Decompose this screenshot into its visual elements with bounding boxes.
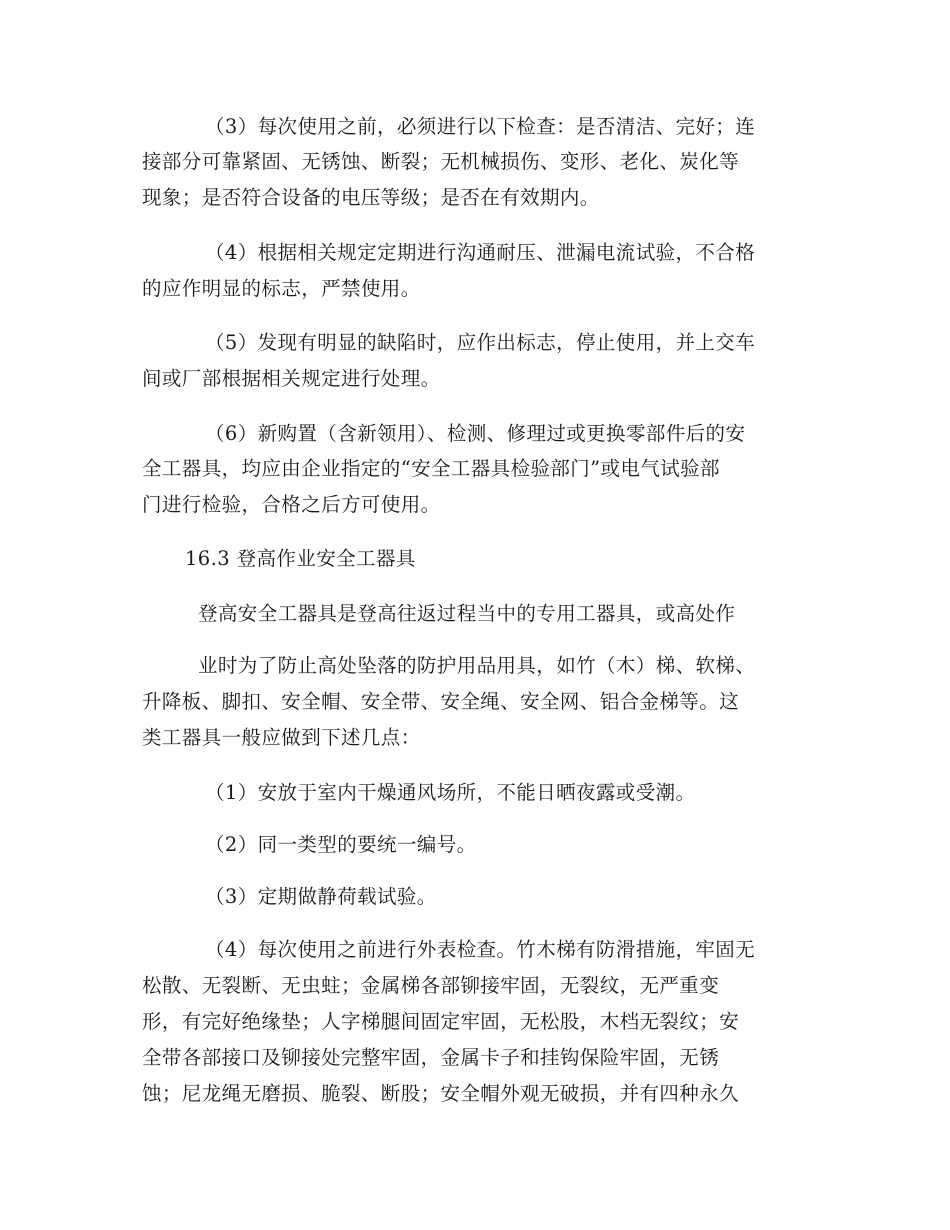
list-item: （3）定期做静荷载试验。	[205, 885, 437, 908]
paragraph-line: 全带各部接口及铆接处完整牢固，金属卡子和挂钩保险牢固，无锈	[142, 1046, 720, 1069]
paragraph-line: （4）根据相关规定定期进行沟通耐压、泄漏电流试验，不合格	[205, 241, 756, 264]
paragraph-line: （4）每次使用之前进行外表检查。竹木梯有防滑措施，牢固无	[205, 938, 756, 961]
paragraph-line: （6）新购置（含新领用）、检测、修理过或更换零部件后的安	[205, 422, 746, 445]
paragraph-line: 蚀；尼龙绳无磨损、脆裂、断股；安全帽外观无破损，并有四种永久	[142, 1082, 740, 1105]
paragraph-line: 形，有完好绝缘垫；人字梯腿间固定牢固，无松股，木档无裂纹；安	[142, 1010, 740, 1033]
paragraph-line: （5）发现有明显的缺陷时，应作出标志，停止使用，并上交车	[205, 331, 756, 354]
list-item: （1）安放于室内干燥通风场所，不能日晒夜露或受潮。	[205, 781, 696, 804]
paragraph-line: 接部分可靠紧固、无锈蚀、断裂；无机械损伤、变形、老化、炭化等	[142, 150, 740, 173]
paragraph-line: （3）每次使用之前，必须进行以下检查：是否清洁、完好；连	[205, 115, 756, 138]
paragraph-line: 全工器具，均应由企业指定的“安全工器具检验部门”或电气试验部	[142, 457, 720, 480]
section-heading: 16.3 登高作业安全工器具	[185, 547, 416, 570]
paragraph-line: 登高安全工器具是登高往返过程当中的专用工器具，或高处作	[198, 602, 736, 625]
paragraph-line: 间或厂部根据相关规定进行处理。	[142, 367, 441, 390]
paragraph-line: 的应作明显的标志，严禁使用。	[142, 277, 421, 300]
list-item: （2）同一类型的要统一编号。	[205, 833, 477, 856]
paragraph-line: 升降板、脚扣、安全帽、安全带、安全绳、安全网、铝合金梯等。这	[142, 690, 740, 713]
paragraph-line: 类工器具一般应做到下述几点：	[142, 726, 421, 749]
paragraph-line: 松散、无裂断、无虫蛀；金属梯各部铆接牢固，无裂纹，无严重变	[142, 974, 720, 997]
paragraph-line: 门进行检验，合格之后方可使用。	[142, 493, 441, 516]
paragraph-line: 现象；是否符合设备的电压等级；是否在有效期内。	[142, 186, 600, 209]
paragraph-line: 业时为了防止高处坠落的防护用品用具，如竹（木）梯、软梯、	[198, 654, 756, 677]
